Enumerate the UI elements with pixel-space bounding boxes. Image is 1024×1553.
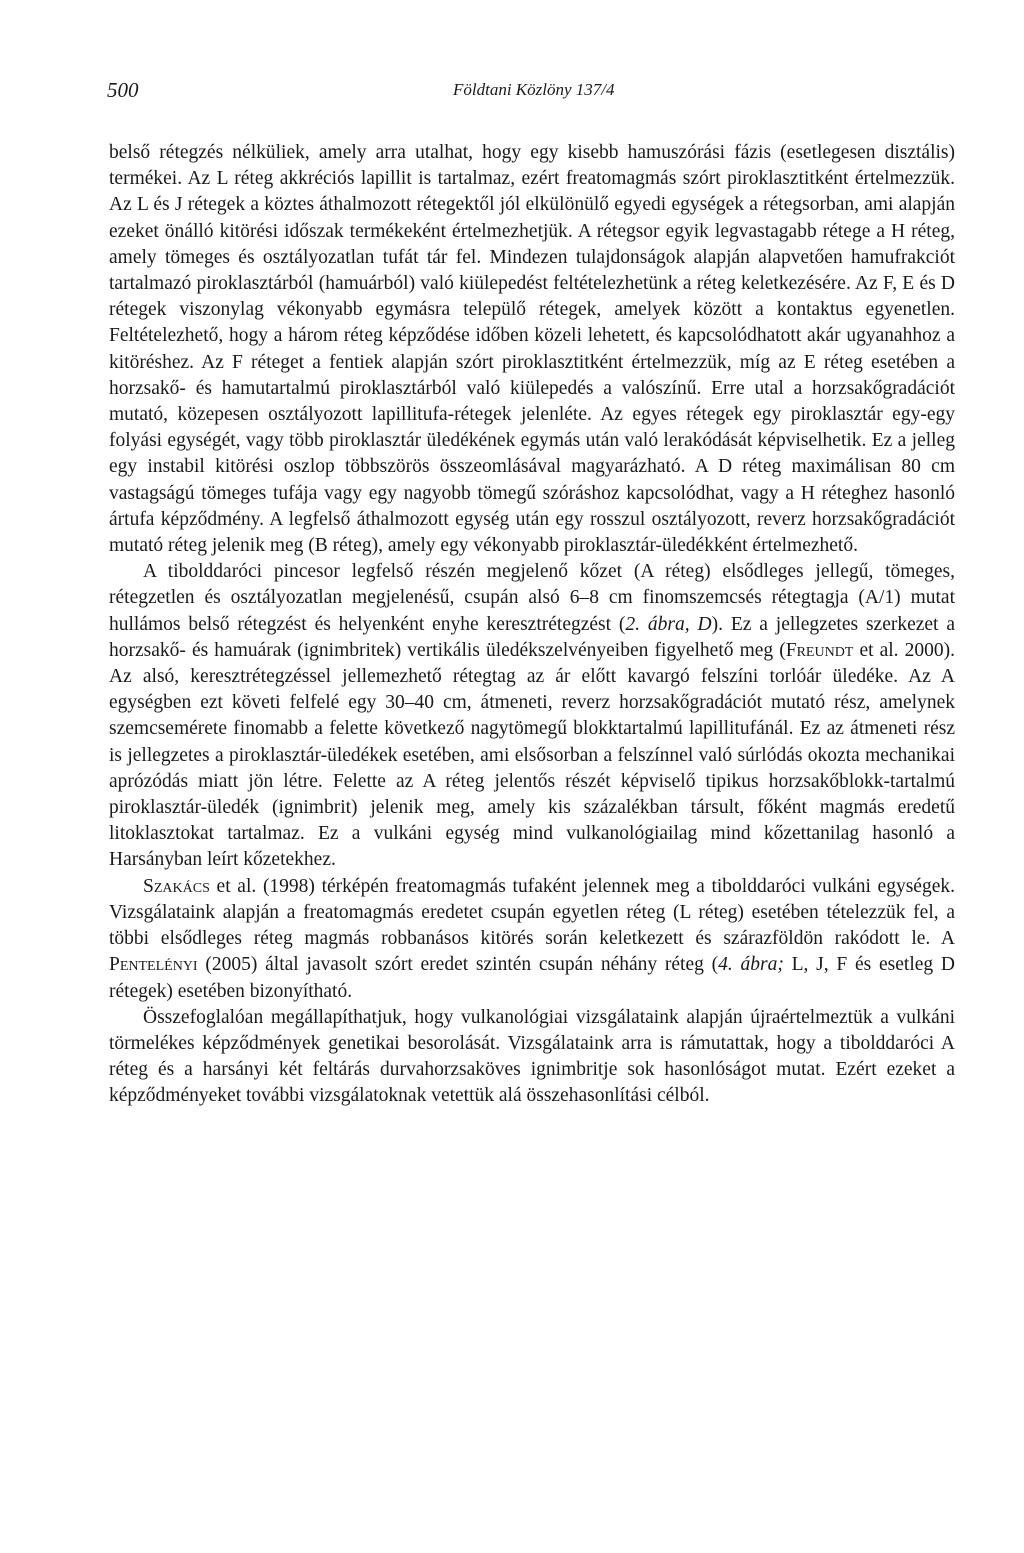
figure-reference: 2. ábra, D — [625, 613, 712, 635]
paragraph-4: Összefoglalóan megállapíthatjuk, hogy vulkanológiai vizsgálataink alapján újraértelmeztük a vulkáni törmelékes képződmények genetikai besorolását. Vizsgálataink arra is rámutattak, hogy a tibolddaróci A réteg és a harsányi két feltárás durvahorzsaköves ignimbritje sok hasonlóságot mutat. Ezért ezeket a képződményeket további vizsgálatoknak vetettük alá összehasonlítási célból. — [109, 1006, 955, 1107]
author-citation: Freundt — [785, 639, 854, 661]
paragraph-2-text-c: et al. 2000). Az alsó, keresztrétegzéssel jellemezhető rétegtag az ár előtt kavargó felszíni torlóár üledéke. Az A egységben ezt követi felfelé egy 30–40 cm, átmeneti, reverz horzsakőgradációt mutató rész, amelynek szemcsemérete finomabb a felette következő nagytömegű blokktartalmú lapillitufánál. Ez az átmeneti rész is jellegzetes a piroklasztár-üledékek esetében, ami elsősorban a felszínnel való súrlódás okozta mechanikai aprózódás miatt jön létre. Felette az A réteg jelentős részét képviselő tipikus horzsakőblokk-tartalmú piroklasztár-üledék (ignimbrit) jelenik meg, amely kis százalékban társult, főként magmás eredetű litoklasztokat tartalmaz. Ez a vulkáni egység mind vulkanológiailag mind kőzettanilag hasonló a Harsányban leírt kőzetekhez. — [109, 639, 955, 871]
paragraph-2-text-a: A tibolddaróci pincesor legfelső részén megjelenő kőzet (A réteg) elsődleges jellegű, tömeges, rétegzetlen és osztályozatlan megjelenésű, csupán alsó 6–8 cm finomszemcsés rétegtagja (A/1) mutat hullámos belső rétegzést és helyenként enyhe keresztrétegzést ( — [109, 561, 955, 635]
paragraph-2-text-b: ). Ez a jellegzetes szerkezet a horzsakő- és hamuárak (ignimbritek) vertikális üledékszelvényeiben figyelhető meg ( — [109, 613, 955, 661]
page-number: 500 — [107, 78, 139, 102]
paragraph-1: belső rétegzés nélküliek, amely arra utalhat, hogy egy kisebb hamuszórási fázis (esetlegesen disztális) termékei. Az L réteg akkréciós lapillit is tartalmaz, ezért freatomagmás szórt piroklasztitként értelmezzük. Az L és J rétegek a köztes áthalmozott rétegektől jól elkülönülő egyedi egységek a rétegsorban, ami alapján ezeket önálló kitörési időszak termékeként értelmezhetjük. A rétegsor egyik legvastagabb rétege a H réteg, amely tömeges és osztályozatlan tufát tár fel. Mindezen tulajdonságok alapján alapvetően hamufrakciót tartalmazó piroklasztárból (hamuárból) való kiülepedést feltételezhetünk a réteg keletkezésére. Az F, E és D rétegek viszonylag vékonyabb egymásra települő rétegek, amelyek között a kontaktus egyenetlen. Feltételezhető, hogy a három réteg képződése időben közeli lehetett, és kapcsolódhatott akár ugyanahhoz a kitöréshez. Az F réteget a fentiek alapján szórt piroklasztitként értelmezzük, míg az E réteg esetében a horzsakő- és hamutartalmú piroklasztárból való kiülepedés a valószínű. Erre utal a horzsakőgradációt mutató, közepesen osztályozott lapillitufa-rétegek jelenléte. Az egyes rétegek egy piroklasztár egy-egy folyási egységét, vagy több piroklasztár üledékének egymás után való lerakódását képviselhetik. Ez a jelleg egy instabil kitörési oszlop többszörös összeomlásával magyarázható. A D réteg maximálisan 80 cm vastagságú tömeges tufája vagy egy nagyobb tömegű szóráshoz kapcsolódhat, vagy a H réteghez hasonló ártufa képződmény. A legfelső áthalmozott egység után egy rosszul osztályozott, reverz horzsakőgradációt mutató réteg jelenik meg (B réteg), amely egy vékonyabb piroklasztár-üledékként értelmezhető. — [109, 142, 955, 557]
paragraph-2 — [109, 559, 955, 873]
figure-reference: 4. ábra; — [718, 954, 784, 976]
body-text — [109, 140, 955, 1110]
paragraph-3-text-c: L, J, F és esetleg D rétegek) esetében bizonyítható. — [109, 954, 955, 1002]
author-citation: Pentelényi — [109, 954, 198, 976]
paragraph-3 — [109, 874, 955, 1005]
paragraph-3-text-b: (2005) által javasolt szórt eredet szintén csupán néhány réteg ( — [197, 954, 719, 976]
journal-title: Földtani Közlöny 137/4 — [453, 80, 615, 99]
paragraph-3-text-a: et al. (1998) térképén freatomagmás tufaként jelennek meg a tibolddaróci vulkáni egységek. Vizsgálataink alapján a freatomagmás eredetet csupán egyetlen réteg (L réteg) esetében tételezzük fel, a többi elsődleges réteg magmás robbanásos kitörés során keletkezett és szárazföldön rakódott le. A — [109, 875, 955, 950]
author-citation: Szakács — [143, 875, 210, 897]
